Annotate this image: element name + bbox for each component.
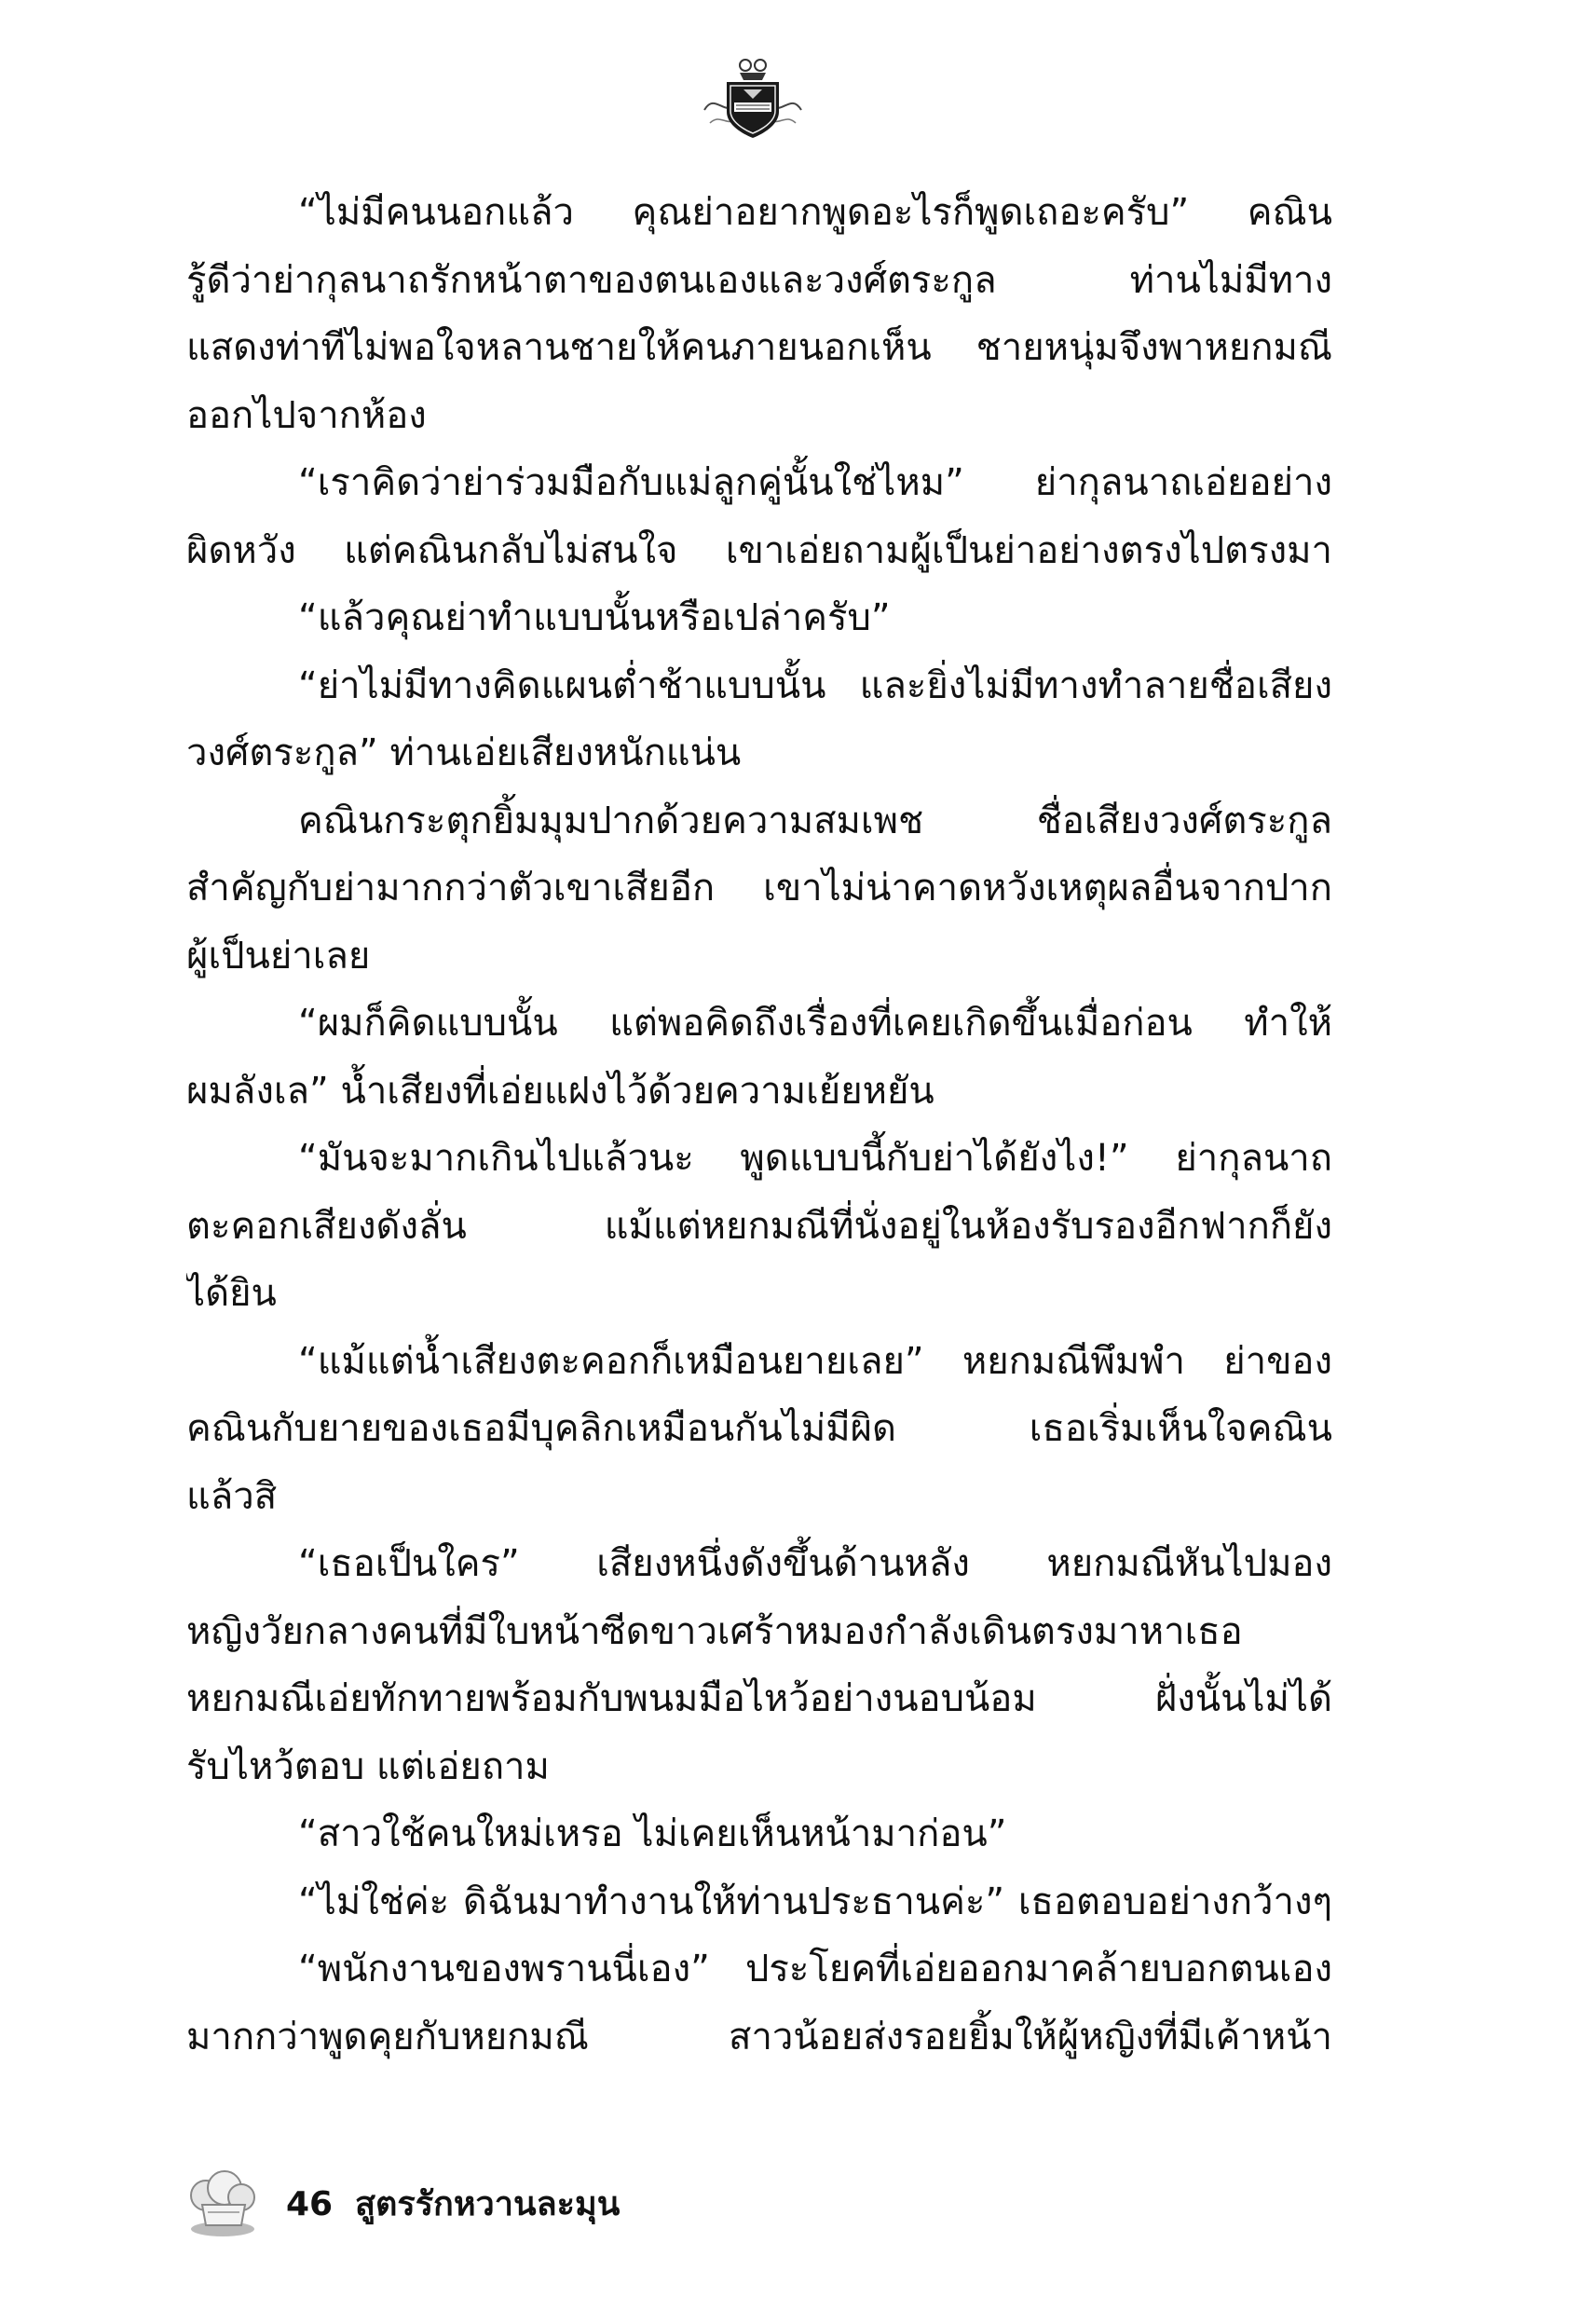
page-number: 46 <box>286 2185 334 2223</box>
text-line: “แล้วคุณย่าทำแบบนั้นหรือเปล่าครับ” <box>298 596 891 639</box>
text-line: ผู้เป็นย่าเลย <box>186 934 371 978</box>
body-text <box>186 179 1332 2071</box>
chef-hat-icon <box>182 2167 266 2242</box>
text-line: สำคัญกับย่ามากกว่าตัวเขาเสียอีก เขาไม่น่าคาดหวังเหตุผลอื่นจากปาก <box>186 867 1332 909</box>
text-line: ผมลังเล” น้ำเสียงที่เอ่ยแฝงไว้ด้วยความเย้ยหยัน <box>186 1069 934 1113</box>
book-title: สูตรรักหวานละมุน <box>355 2185 621 2223</box>
text-line: วงศ์ตระกูล” ท่านเอ่ยเสียงหนักแน่น <box>186 732 742 774</box>
text-line: รู้ดีว่าย่ากุลนาถรักหน้าตาของตนเองและวงศ์ตระกูล ท่านไม่มีทาง <box>186 258 1332 302</box>
text-line: คณินกับยายของเธอมีบุคลิกเหมือนกันไม่มีผิด เธอเริ่มเห็นใจคณิน <box>186 1407 1332 1450</box>
page-footer <box>182 2167 1020 2242</box>
text-line: “ย่าไม่มีทางคิดแผนต่ำช้าแบบนั้น และยิ่งไม่มีทางทำลายชื่อเสียง <box>298 663 1332 707</box>
text-line: มากกว่าพูดคุยกับหยกมณี สาวน้อยส่งรอยยิ้มให้ผู้หญิงที่มีเค้าหน้า <box>186 2015 1332 2058</box>
text-line: รับไหว้ตอบ แต่เอ่ยถาม <box>186 1744 550 1788</box>
text-line: ตะคอกเสียงดังลั่น แม้แต่หยกมณีที่นั่งอยู่ในห้องรับรองอีกฟากก็ยัง <box>186 1204 1332 1248</box>
text-line: ออกไปจากห้อง <box>186 393 427 437</box>
text-line: “มันจะมากเกินไปแล้วนะ พูดแบบนี้กับย่าได้ยังไง!” ย่ากุลนาถ <box>298 1137 1332 1180</box>
text-line: “เธอเป็นใคร” เสียงหนึ่งดังขึ้นด้านหลัง หยกมณีหันไปมอง <box>298 1542 1332 1585</box>
text-line: “สาวใช้คนใหม่เหรอ ไม่เคยเห็นหน้ามาก่อน” <box>298 1812 1007 1855</box>
text-line: “ผมก็คิดแบบนั้น แต่พอคิดถึงเรื่องที่เคยเกิดขึ้นเมื่อก่อน ทำให้ <box>298 1002 1332 1045</box>
text-line: “ไม่มีคนนอกแล้ว คุณย่าอยากพูดอะไรก็พูดเถอะครับ” คณิน <box>298 191 1332 234</box>
text-line: แสดงท่าทีไม่พอใจหลานชายให้คนภายนอกเห็น ชายหนุ่มจึงพาหยกมณี <box>186 326 1332 369</box>
text-line: หยกมณีเอ่ยทักทายพร้อมกับพนมมือไหว้อย่างนอบน้อม ฝั่งนั้นไม่ได้ <box>186 1677 1332 1720</box>
text-line: หญิงวัยกลางคนที่มีใบหน้าซีดขาวเศร้าหมองกำลังเดินตรงมาหาเธอ <box>186 1609 1243 1653</box>
text-line: “พนักงานของพรานนี่เอง” ประโยคที่เอ่ยออกมาคล้ายบอกตนเอง <box>298 1948 1332 1990</box>
text-line: ได้ยิน <box>186 1272 277 1315</box>
text-line: “ไม่ใช่ค่ะ ดิฉันมาทำงานให้ท่านประธานค่ะ” เธอตอบอย่างกว้างๆ <box>298 1880 1332 1923</box>
text-line: แล้วสิ <box>186 1474 278 1518</box>
text-line: “แม้แต่น้ำเสียงตะคอกก็เหมือนยายเลย” หยกมณีพึมพำ ย่าของ <box>298 1339 1332 1383</box>
text-line: ผิดหวัง แต่คณินกลับไม่สนใจ เขาเอ่ยถามผู้เป็นย่าอย่างตรงไปตรงมา <box>186 528 1332 572</box>
text-line: “เราคิดว่าย่าร่วมมือกับแม่ลูกคู่นั้นใช่ไหม” ย่ากุลนาถเอ่ยอย่าง <box>298 461 1332 504</box>
ornamental-crest-icon <box>697 54 809 144</box>
text-line: คณินกระตุกยิ้มมุมปากด้วยความสมเพช ชื่อเสียงวงศ์ตระกูล <box>298 799 1332 842</box>
